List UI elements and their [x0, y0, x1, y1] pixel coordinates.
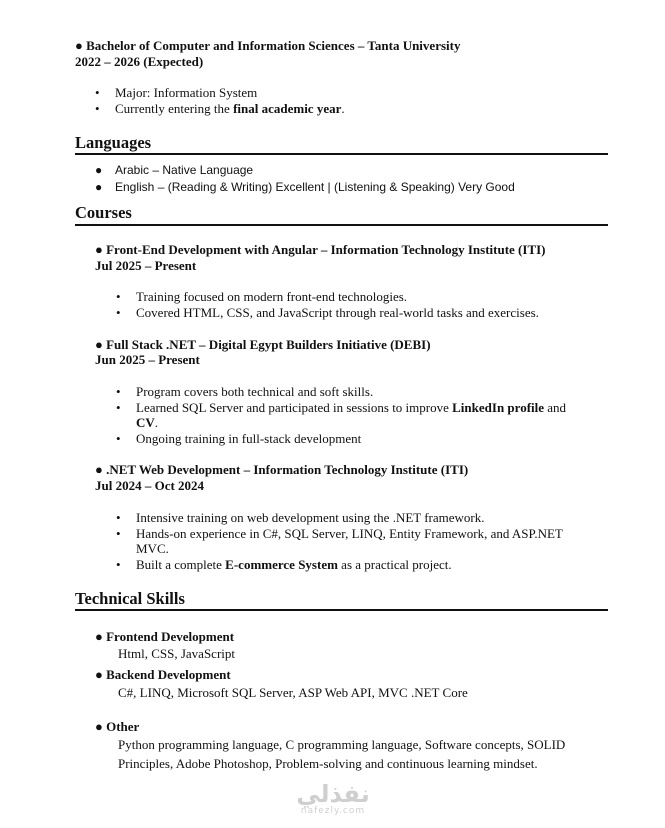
skill-group-name: ● Backend Development	[95, 667, 231, 682]
list-item: • Major: Information System	[95, 85, 258, 100]
section-divider	[75, 153, 608, 155]
list-item: • Training focused on modern front-end technologies.	[116, 289, 408, 304]
list-item: • Intensive training on web development using the .NET framework.	[116, 510, 485, 525]
course-bullets	[116, 289, 539, 320]
list-item: • Covered HTML, CSS, and JavaScript through real-world tasks and exercises.	[116, 304, 539, 320]
education-degree: ● Bachelor of Computer and Information Sciences – Tanta University	[75, 38, 461, 53]
course-dates: Jul 2024 – Oct 2024	[95, 478, 205, 493]
skill-group-body: C#, LINQ, Microsoft SQL Server, ASP Web API, MVC .NET Core	[118, 685, 468, 700]
list-item: • Learned SQL Server and participated in sessions to improve LinkedIn profile and CV.	[116, 399, 567, 430]
list-item: • Built a complete E-commerce System as a practical project.	[116, 556, 452, 572]
course-bullets	[116, 510, 606, 572]
education-bullets	[95, 85, 345, 116]
section-title-technical-skills: Technical Skills	[75, 589, 185, 608]
list-item: ● Arabic – Native Language	[95, 163, 254, 177]
course-heading: ● .NET Web Development – Information Technology Institute (ITI)	[95, 462, 469, 477]
education-dates: 2022 – 2026 (Expected)	[75, 54, 204, 69]
skill-group-body: Python programming language, C programming language, Software concepts, SOLID Principles, Adobe Photoshop, Problem-solving and continuous learning mindset.	[118, 737, 566, 771]
list-item: • Program covers both technical and soft skills.	[116, 384, 374, 399]
course-dates: Jul 2025 – Present	[95, 258, 197, 273]
section-title-languages: Languages	[75, 133, 152, 152]
languages-list	[95, 162, 515, 196]
course-dates: Jun 2025 – Present	[95, 352, 200, 367]
section-divider	[75, 609, 608, 611]
course-heading: ● Full Stack .NET – Digital Egypt Builders Initiative (DEBI)	[95, 337, 431, 352]
list-item: • Ongoing training in full-stack development	[116, 430, 362, 446]
skill-group-body: Html, CSS, JavaScript	[118, 646, 236, 661]
skill-group-name: ● Other	[95, 719, 140, 734]
list-item: • Hands-on experience in C#, SQL Server, LINQ, Entity Framework, and ASP.NET MVC.	[116, 525, 563, 556]
section-title-courses: Courses	[75, 203, 132, 222]
course-bullets	[116, 384, 606, 446]
watermark-logo-text: نفذلي	[296, 780, 370, 808]
section-divider	[75, 224, 608, 226]
skill-group-name: ● Frontend Development	[95, 629, 235, 644]
list-item: • Currently entering the final academic year.	[95, 100, 345, 116]
course-heading: ● Front-End Development with Angular – Information Technology Institute (ITI)	[95, 242, 546, 257]
list-item: ● English – (Reading & Writing) Excellent | (Listening & Speaking) Very Good	[95, 180, 515, 194]
watermark-url: nafezly.com	[300, 806, 366, 816]
nafezly-watermark	[268, 782, 398, 816]
